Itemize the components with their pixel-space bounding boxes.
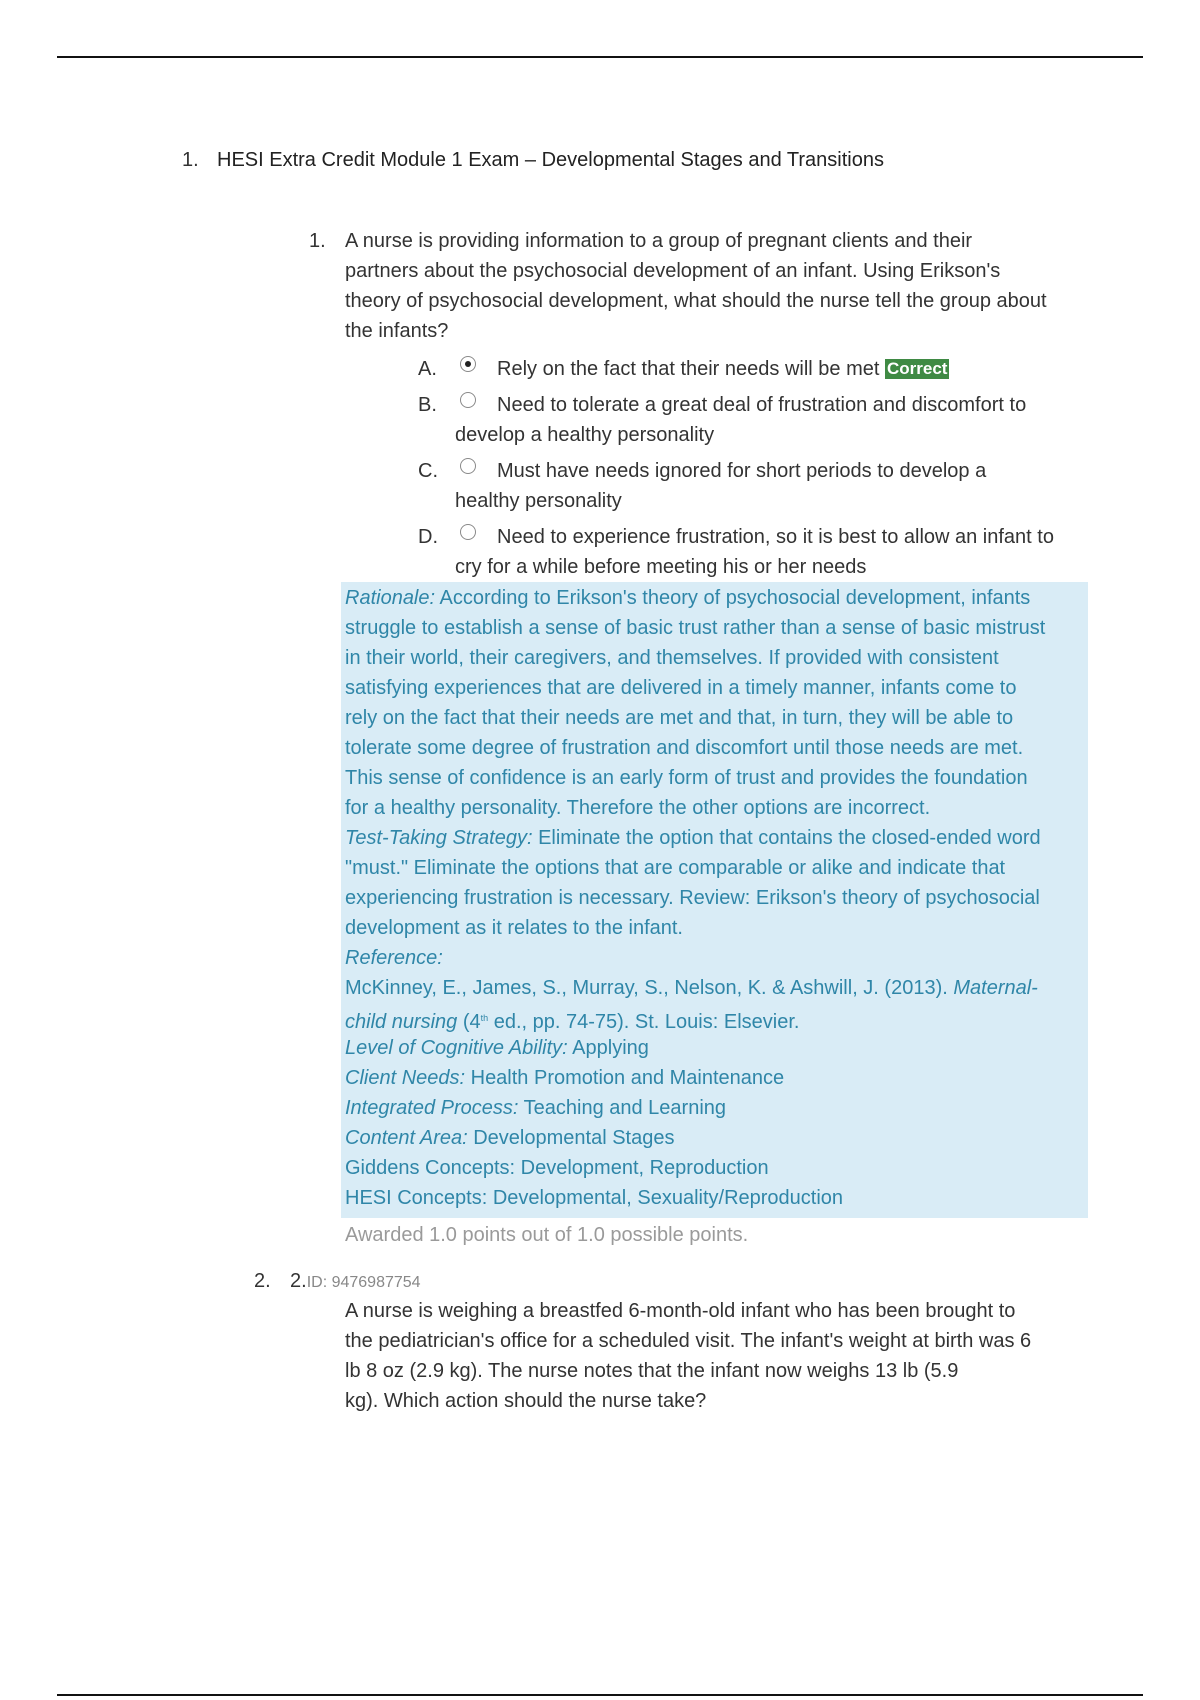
rationale-line: struggle to establish a sense of basic trust rather than a sense of basic mistrust [345,617,1046,639]
bottom-rule [57,1694,1143,1696]
option-d-radio[interactable] [460,524,476,540]
reference-line [345,973,1038,1003]
reference-book-title-cont: child nursing [345,1011,458,1033]
option-d-letter: D. [418,526,438,548]
question-2-id: ID: 9476987754 [306,1274,421,1291]
reference-publisher: ed., pp. 74-75). St. Louis: Elsevier. [488,1011,800,1033]
strategy-line [345,823,1041,853]
rationale-line: rely on the fact that their needs are met and that, in turn, they will be able to [345,707,1014,729]
content-area-label: Content Area: [345,1127,468,1149]
rationale-line: for a healthy personality. Therefore the other options are incorrect. [345,797,931,819]
option-d-text: Need to experience frustration, so it is best to allow an infant to [497,526,1054,548]
question-2-text-line: the pediatrician's office for a scheduled visit. The infant's weight at birth was 6 [345,1330,1032,1352]
option-c-text-cont: healthy personality [455,490,622,512]
strategy-label: Test-Taking Strategy: [345,827,533,849]
cognitive-value: Applying [567,1037,649,1059]
client-needs-value: Health Promotion and Maintenance [465,1067,785,1089]
strategy-line: development as it relates to the infant. [345,917,683,939]
giddens-concepts: Giddens Concepts: Development, Reproduction [345,1157,769,1179]
section-number: 1. [182,149,199,171]
option-c-radio[interactable] [460,458,476,474]
option-b-text-cont: develop a healthy personality [455,424,715,446]
question-2-inline-number: 2. [290,1270,307,1292]
question-2-text-line: A nurse is weighing a breastfed 6-month-old infant who has been brought to [345,1300,1016,1322]
option-c-text: Must have needs ignored for short periods to develop a [497,460,987,482]
hesi-concepts: HESI Concepts: Developmental, Sexuality/Reproduction [345,1187,844,1209]
question-1-text-line: A nurse is providing information to a group of pregnant clients and their [345,230,973,252]
option-c-letter: C. [418,460,438,482]
process-label: Integrated Process: [345,1097,519,1119]
strategy-text: Eliminate the option that contains the closed-ended word [538,827,1041,849]
reference-edition: (4 [457,1011,481,1033]
exam-title: HESI Extra Credit Module 1 Exam – Developmental Stages and Transitions [217,149,884,171]
awarded-points: Awarded 1.0 points out of 1.0 possible points. [345,1224,749,1246]
process-line [345,1093,726,1123]
rationale-line: satisfying experiences that are delivered in a timely manner, infants come to [345,677,1017,699]
option-a-text [497,354,949,384]
question-2-number: 2. [254,1270,271,1292]
client-needs-line [345,1063,784,1093]
content-area-line [345,1123,674,1153]
content-area-value: Developmental Stages [467,1127,675,1149]
reference-line [345,1003,799,1037]
rationale-line: tolerate some degree of frustration and discomfort until those needs are met. [345,737,1024,759]
cognitive-label: Level of Cognitive Ability: [345,1037,568,1059]
option-b-letter: B. [418,394,437,416]
strategy-line: "must." Eliminate the options that are comparable or alike and indicate that [345,857,1006,879]
option-a-label: Rely on the fact that their needs will be met [497,358,880,380]
reference-label [345,943,443,973]
option-a-letter: A. [418,358,437,380]
process-value: Teaching and Learning [518,1097,727,1119]
rationale-line [345,583,1030,613]
question-2-text-line: lb 8 oz (2.9 kg). The nurse notes that the infant now weighs 13 lb (5.9 [345,1360,959,1382]
question-1-number: 1. [309,230,326,252]
option-b-text: Need to tolerate a great deal of frustration and discomfort to [497,394,1027,416]
rationale-text: According to Erikson's theory of psychosocial development, infants [439,587,1031,609]
cognitive-line [345,1033,649,1063]
strategy-line: experiencing frustration is necessary. Review: Erikson's theory of psychosocial [345,887,1040,909]
question-1-text-line: the infants? [345,320,449,342]
rationale-line: in their world, their caregivers, and themselves. If provided with consistent [345,647,999,669]
client-needs-label: Client Needs: [345,1067,466,1089]
option-a-radio[interactable] [460,356,476,372]
question-1-text-line: theory of psychosocial development, what should the nurse tell the group about [345,290,1047,312]
correct-badge: Correct [886,359,948,378]
option-b-radio[interactable] [460,392,476,408]
rationale-label: Rationale: [345,587,436,609]
question-1-text-line: partners about the psychosocial development of an infant. Using Erikson's [345,260,1001,282]
reference-edition-sup: th [480,1013,489,1023]
rationale-line: This sense of confidence is an early form of trust and provides the foundation [345,767,1028,789]
top-rule [57,56,1143,58]
reference-label-text: Reference: [345,947,443,969]
reference-authors: McKinney, E., James, S., Murray, S., Nelson, K. & Ashwill, J. (2013). [345,977,954,999]
reference-book-title: Maternal- [953,977,1038,999]
option-d-text-cont: cry for a while before meeting his or her needs [455,556,867,578]
question-2-text-line: kg). Which action should the nurse take? [345,1390,707,1412]
question-2-header [290,1266,421,1298]
